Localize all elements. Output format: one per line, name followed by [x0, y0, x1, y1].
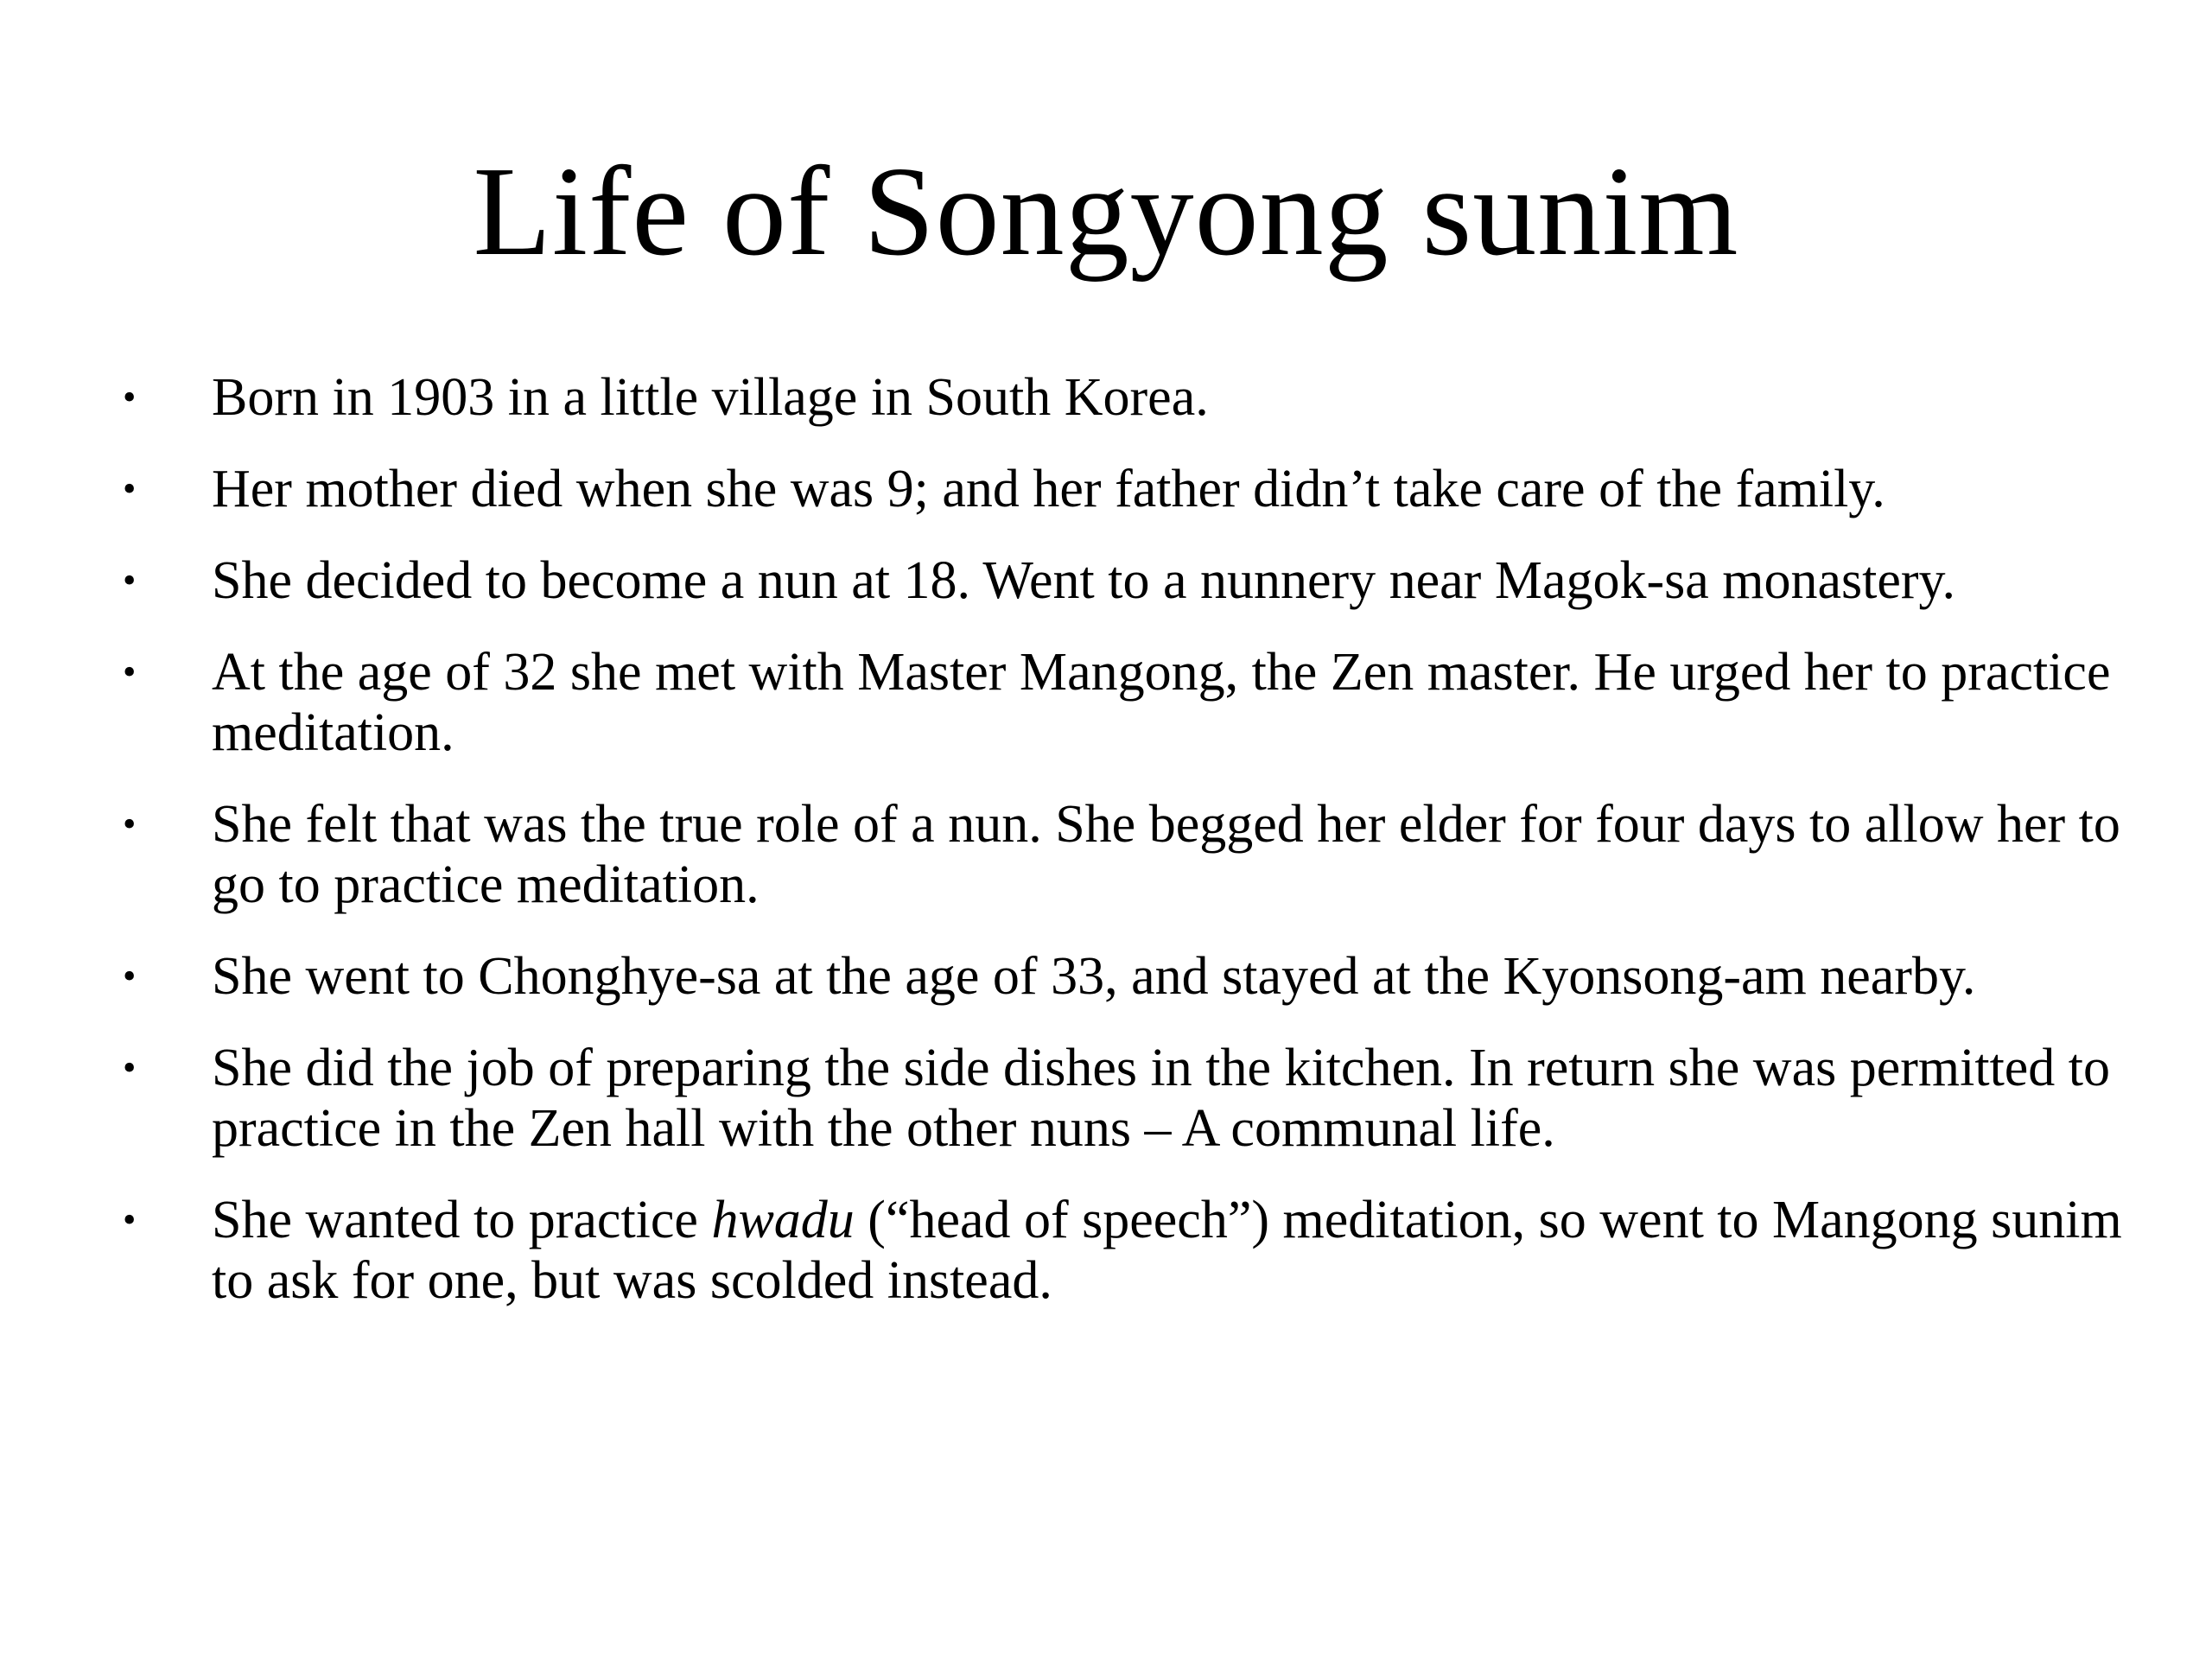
bullet-text: She did the job of preparing the side dishes in the kitchen. In return she was permitted to practice in the Zen hall with the other nuns – A communal life.	[212, 1039, 2111, 1158]
bullet-text	[212, 1191, 2122, 1310]
bullet-item	[121, 946, 2126, 1007]
bullet-item	[121, 1190, 2126, 1311]
bullet-icon: •	[123, 955, 137, 997]
bullet-item	[121, 459, 2126, 519]
bullet-icon: •	[123, 559, 137, 601]
bullet-item	[121, 794, 2126, 915]
bullet-text-segment: She wanted to practice	[212, 1191, 712, 1249]
bullet-text: She went to Chonghye-sa at the age of 33, and stayed at the Kyonsong-am nearby.	[212, 947, 1976, 1006]
bullet-text: Her mother died when she was 9; and her father didn’t take care of the family.	[212, 460, 1885, 518]
bullet-list	[121, 367, 2126, 1342]
bullet-item	[121, 1038, 2126, 1159]
hwadu-term: hwadu	[711, 1191, 855, 1249]
bullet-item	[121, 642, 2126, 763]
bullet-text: At the age of 32 she met with Master Mangong, the Zen master. He urged her to practice meditation.	[212, 643, 2111, 762]
bullet-text-segment: (“head of speech”) meditation, so went to Mangong sunim to ask for one, but was scolded instead.	[212, 1191, 2122, 1310]
bullet-text: She decided to become a nun at 18. Went to a nunnery near Magok-sa monastery.	[212, 551, 1955, 610]
bullet-item	[121, 367, 2126, 428]
slide-title: Life of Songyong sunim	[473, 141, 1739, 283]
bullet-icon: •	[123, 1198, 137, 1241]
bullet-text: She felt that was the true role of a nun. She begged her elder for four days to allow her to go to practice meditation.	[212, 795, 2120, 914]
bullet-icon: •	[123, 467, 137, 510]
bullet-icon: •	[123, 1046, 137, 1089]
bullet-item	[121, 550, 2126, 611]
bullet-text: Born in 1903 in a little village in South Korea.	[212, 368, 1209, 427]
bullet-icon: •	[123, 651, 137, 693]
bullet-icon: •	[123, 376, 137, 418]
bullet-icon: •	[123, 803, 137, 845]
